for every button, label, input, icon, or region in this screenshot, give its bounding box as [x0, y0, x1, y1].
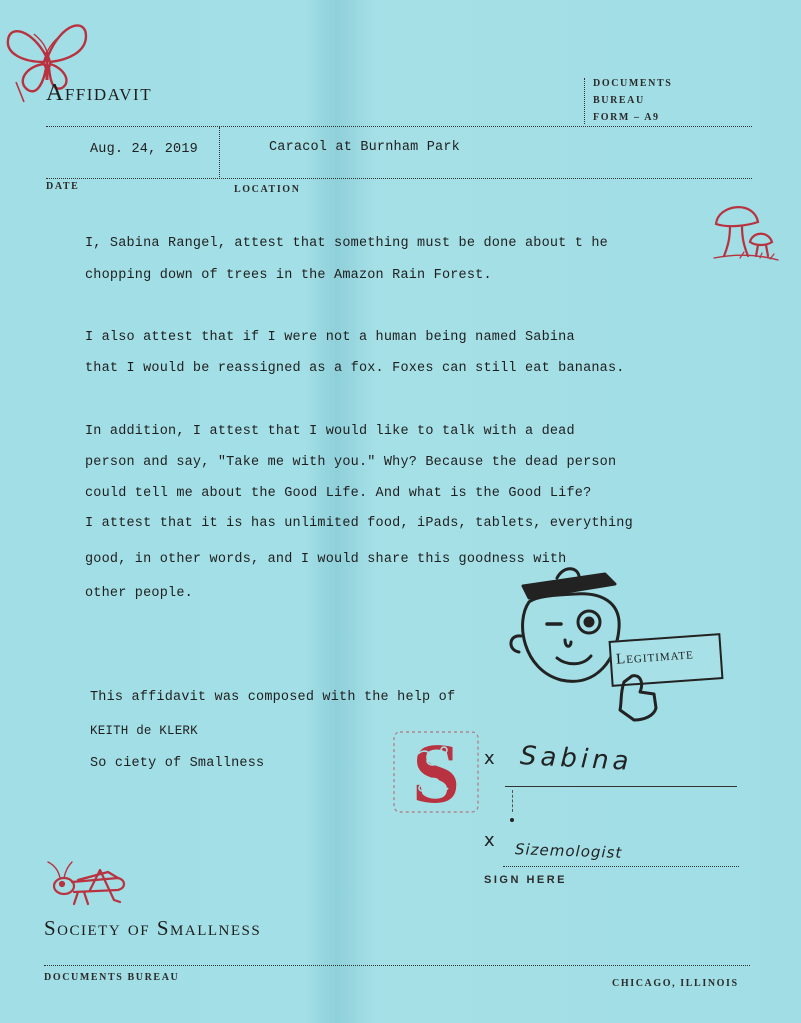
body-line: good, in other words, and I would share this goodness with [85, 552, 567, 567]
helper-org: So ciety of Smallness [90, 756, 265, 771]
bureau-line-1: DOCUMENTS [593, 78, 673, 89]
signature-1: Sabina [519, 741, 634, 777]
grasshopper-icon [44, 860, 134, 912]
body-line: I also attest that if I were not a human being named Sabina [85, 330, 575, 345]
footer-org-name: Society of Smallness [44, 916, 262, 940]
signature-2: Sizemologist [514, 840, 623, 862]
header-rule [46, 126, 752, 127]
body-line: person and say, "Take me with you." Why? Because the dead person [85, 455, 617, 470]
svg-text:S: S [412, 725, 460, 820]
composed-line: This affidavit was composed with the help of [90, 690, 456, 705]
mushroom-icon [710, 198, 782, 266]
footer-rule [44, 965, 750, 966]
ink-marks [512, 790, 515, 812]
footer-right-label: CHICAGO, ILLINOIS [612, 978, 739, 989]
body-line: could tell me about the Good Life. And what is the Good Life? [85, 486, 592, 501]
location-value: Caracol at Burnham Park [269, 140, 460, 155]
signature-mark-1: x [484, 748, 495, 769]
body-line: I attest that it is has unlimited food, iPads, tablets, everything [85, 516, 633, 531]
body-line: In addition, I attest that I would like to talk with a dead [85, 424, 575, 439]
ornate-s-icon [388, 724, 484, 820]
fields-rule [46, 178, 752, 179]
sign-here-label: SIGN HERE [484, 874, 568, 886]
body-line: chopping down of trees in the Amazon Rain Forest. [85, 268, 492, 283]
signature-line-1 [505, 786, 737, 787]
signature-line-2 [503, 866, 739, 867]
document-title: Affidavit [46, 80, 153, 106]
field-divider [219, 127, 220, 179]
ink-dot [510, 818, 514, 822]
legitimate-stamp-text: Legitimate [615, 646, 695, 668]
location-label: LOCATION [234, 184, 301, 195]
body-line: that I would be reassigned as a fox. Foxes can still eat bananas. [85, 361, 625, 376]
date-label: DATE [46, 181, 80, 192]
thumbs-up-icon [610, 672, 666, 724]
bureau-line-2: BUREAU [593, 95, 645, 106]
helper-name: KEITH de KLERK [90, 724, 198, 738]
signature-mark-2: x [484, 830, 495, 851]
footer-left-label: DOCUMENTS BUREAU [44, 972, 180, 983]
body-line: other people. [85, 586, 193, 601]
date-value: Aug. 24, 2019 [90, 142, 198, 157]
body-line: I, Sabina Rangel, attest that something must be done about t he [85, 236, 608, 251]
bureau-divider [584, 78, 585, 124]
bureau-line-3: FORM – A9 [593, 112, 660, 123]
